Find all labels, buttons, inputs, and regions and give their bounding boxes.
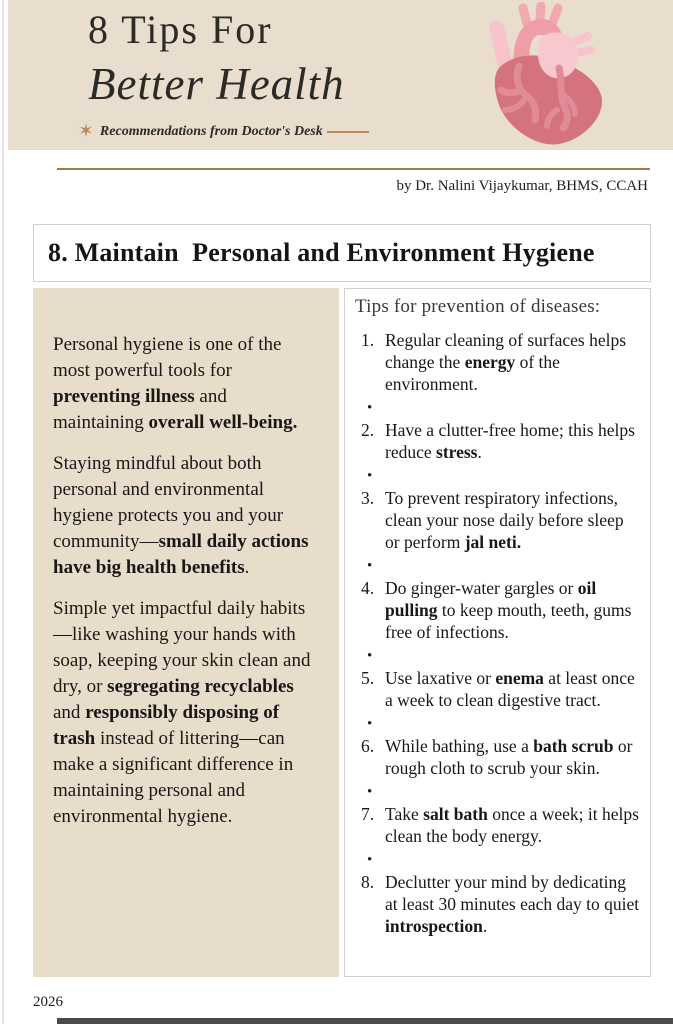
tip-item: [353, 329, 642, 395]
tagline: [78, 122, 369, 141]
tip-text: Take salt bath once a week; it helps clean the body energy.: [385, 804, 639, 846]
tip-text: Declutter your mind by dedicating at least 30 minutes each day to quiet introspection.: [385, 872, 640, 936]
tagline-rule: [327, 131, 369, 133]
intro-panel: [33, 288, 339, 977]
content-columns: [33, 288, 651, 977]
tagline-text: Recommendations from Doctor's Desk: [99, 123, 323, 139]
tip-number: 5.: [361, 668, 375, 688]
tip-item: [353, 667, 642, 711]
tip-number: 4.: [361, 578, 375, 598]
tips-heading: Tips for prevention of diseases:: [355, 296, 601, 317]
tip-item: [353, 419, 642, 463]
intro-paragraph: Personal hygiene is one of the most powerful tools for preventing illness and maintaining overall well-being.: [53, 334, 298, 433]
tip-text: Use laxative or enema at least once a week to clean digestive tract.: [385, 668, 635, 710]
tip-number: 8.: [361, 872, 375, 892]
spacer-bullet: •: [367, 784, 373, 800]
tip-text: Have a clutter-free home; this helps reduce stress.: [385, 420, 635, 462]
tip-text: To prevent respiratory infections, clean your nose daily before sleep or perform jal neti.: [385, 488, 624, 552]
intro-paragraph: Staying mindful about both personal and environmental hygiene protects you and your community—small daily actions have big health benefits.: [53, 453, 309, 578]
spacer-bullet: •: [367, 468, 373, 484]
tip-item: [353, 871, 642, 937]
tip-item: [353, 487, 642, 553]
tip-item: [353, 577, 642, 643]
tips-list: [353, 329, 642, 937]
tip-item: [353, 803, 642, 847]
page-edge-line: [2, 0, 4, 1024]
section-heading-box: [33, 224, 651, 282]
tip-item: [353, 735, 642, 779]
tip-number: 3.: [361, 488, 375, 508]
tip-text: While bathing, use a bath scrub or rough cloth to scrub your skin.: [385, 736, 633, 778]
spacer-bullet: •: [367, 558, 373, 574]
divider-rule: [57, 168, 650, 170]
byline: by Dr. Nalini Vijaykumar, BHMS, CCAH: [396, 178, 648, 194]
sparkle-icon: ✶: [78, 121, 94, 142]
intro-paragraph: Simple yet impactful daily habits —like washing your hands with soap, keeping your skin clean and dry, or segregating recyclables and responsibly disposing of trash instead of littering—can make a significant difference in maintaining personal and environmental hygiene.: [53, 598, 311, 827]
page-title: 8 Tips For: [88, 7, 273, 52]
tip-text: Regular cleaning of surfaces helps change the energy of the environment.: [385, 330, 627, 394]
tip-number: 1.: [361, 330, 375, 350]
tip-text: Do ginger-water gargles or oil pulling to keep mouth, teeth, gums free of infections.: [385, 578, 632, 642]
tip-number: 7.: [361, 804, 375, 824]
spacer-bullet: •: [367, 648, 373, 664]
page-subtitle: Better Health: [88, 59, 345, 109]
tip-number: 6.: [361, 736, 375, 756]
tips-panel: [344, 288, 651, 977]
spacer-bullet: •: [367, 852, 373, 868]
section-title: 8. Maintain Personal and Environment Hygiene: [48, 238, 595, 267]
header-banner: [8, 0, 673, 150]
spacer-bullet: •: [367, 400, 373, 416]
tip-number: 2.: [361, 420, 375, 440]
anatomical-heart-icon: [485, 2, 615, 148]
spacer-bullet: •: [367, 716, 373, 732]
next-page-edge: [57, 1018, 673, 1024]
year-label: 2026: [33, 994, 63, 1010]
